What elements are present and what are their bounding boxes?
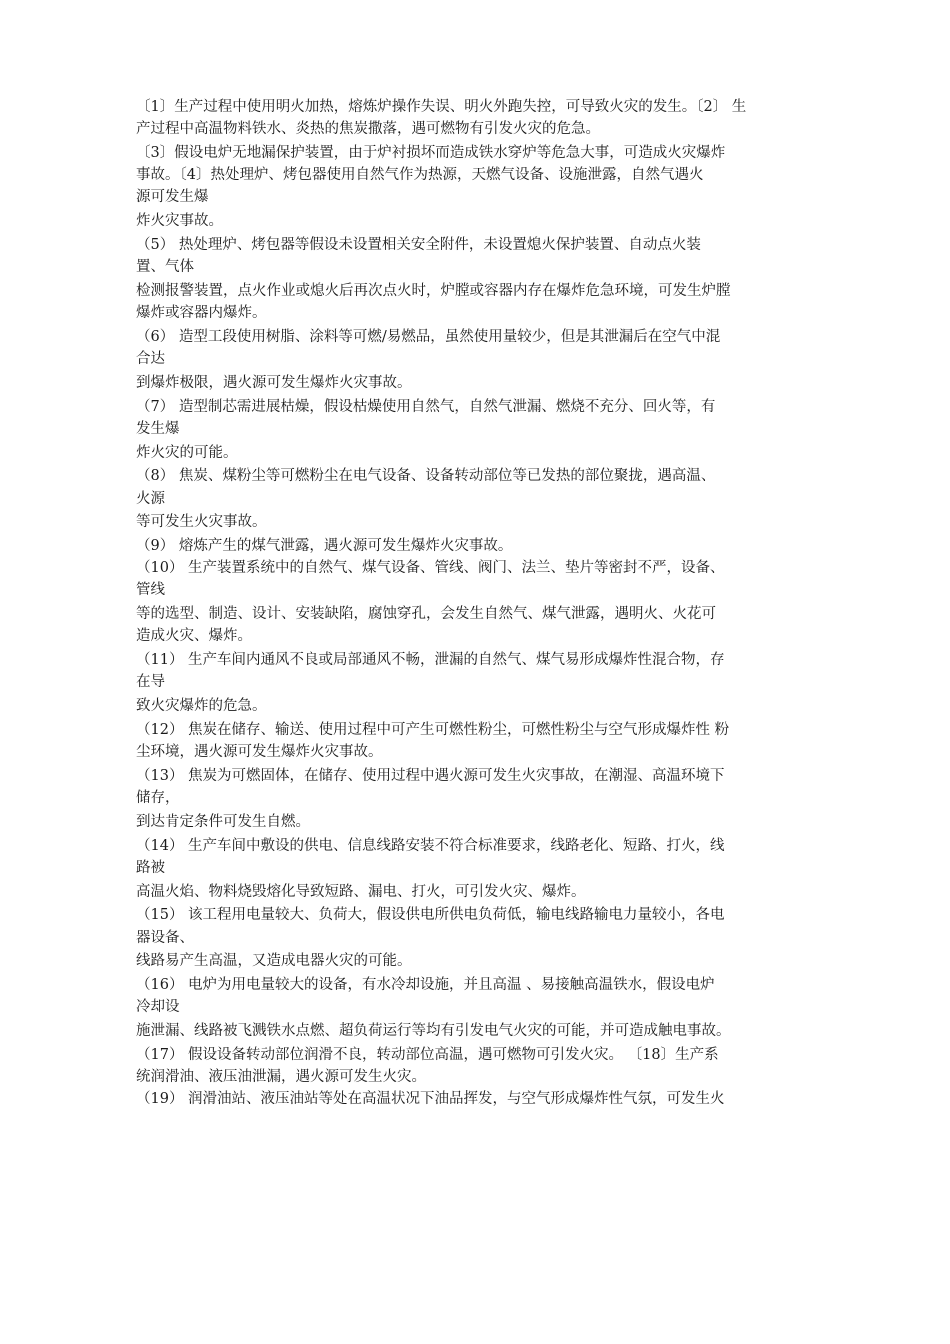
text-line: 致火灾爆炸的危急。 — [136, 698, 267, 715]
text-line: 等可发生火灾事故。 — [136, 514, 267, 531]
text-line: 储存， — [136, 790, 180, 807]
text-line: （6） 造型工段使用树脂、涂料等可燃/易燃品，虽然使用量较少，但是其泄漏后在空气中混 — [136, 328, 721, 345]
text-line: 冷却设 — [136, 999, 180, 1016]
text-line: （5） 热处理炉、烤包器等假设未设置相关安全附件，未设置熄火保护装置、自动点火装 — [136, 236, 701, 253]
text-line: 在导 — [136, 674, 165, 691]
text-line: 爆炸或容器内爆炸。 — [136, 305, 267, 322]
text-line: 统润滑油、液压油泄漏，遇火源可发生火灾。 — [136, 1069, 426, 1086]
text-line: 合达 — [136, 351, 165, 368]
text-line: 炸火灾的可能。 — [136, 444, 238, 461]
text-line: 到爆炸极限，遇火源可发生爆炸火灾事故。 — [136, 374, 412, 391]
text-line: （8） 焦炭、煤粉尘等可燃粉尘在电气设备、设备转动部位等已发热的部位聚拢，遇高温、 — [136, 468, 716, 485]
document-body — [136, 96, 826, 1111]
text-line: 施泄漏、线路被飞溅铁水点燃、超负荷运行等均有引发电气火灾的可能，并可造成触电事故。 — [136, 1023, 731, 1040]
text-line: 〔1〕生产过程中使用明火加热，熔炼炉操作失误、明火外跑失控，可导致火灾的发生。〔2〕 生 — [136, 99, 747, 115]
text-line: 检测报警装置，点火作业或熄火后再次点火时，炉膛或容器内存在爆炸危急环境，可发生炉膛 — [136, 282, 731, 299]
text-line: 尘环境，遇火源可发生爆炸火灾事故。 — [136, 744, 383, 761]
text-line: （9） 熔炼产生的煤气泄露，遇火源可发生爆炸火灾事故。 — [136, 538, 513, 555]
text-line: 器设备、 — [136, 929, 194, 946]
text-line: 置、气体 — [136, 259, 194, 276]
text-line: 炸火灾事故。 — [136, 213, 223, 230]
text-line: 路被 — [136, 859, 165, 876]
text-line: 事故。〔4〕热处理炉、烤包器使用自然气作为热源，天燃气设备、设施泄露，自然气遇火 — [136, 167, 704, 184]
text-line: 线路易产生高温，又造成电器火灾的可能。 — [136, 953, 412, 970]
text-line: （16） 电炉为用电量较大的设备，有水冷却设施，并且高温 、易接触高温铁水，假设电炉 — [136, 977, 715, 994]
text-line: 火源 — [136, 490, 165, 507]
text-line: 造成火灾、爆炸。 — [136, 628, 252, 645]
text-line: （10） 生产装置系统中的自然气、煤气设备、管线、阀门、法兰、垫片等密封不严，设备、 — [136, 560, 725, 577]
text-line: （12） 焦炭在储存、输送、使用过程中可产生可燃性粉尘，可燃性粉尘与空气形成爆炸性 粉 — [136, 721, 730, 738]
text-line: 源可发生爆 — [136, 189, 209, 206]
text-line: （17） 假设设备转动部位润滑不良，转动部位高温，遇可燃物可引发火灾。 〔18〕生产系 — [136, 1046, 719, 1063]
text-line: 〔3〕假设电炉无地漏保护装置，由于炉衬损坏而造成铁水穿炉等危急大事，可造成火灾爆炸 — [136, 144, 726, 161]
text-line: 发生爆 — [136, 420, 180, 437]
text-line: 产过程中高温物料铁水、炎热的焦炭撒落，遇可燃物有引发火灾的危急。 — [136, 121, 600, 138]
text-line: 高温火焰、物料烧毁熔化导致短路、漏电、打火，可引发火灾、爆炸。 — [136, 883, 586, 900]
text-line: （19） 润滑油站、液压油站等处在高温状况下油品挥发，与空气形成爆炸性气氛，可发生火 — [136, 1091, 725, 1108]
text-line: （15） 该工程用电量较大、负荷大，假设供电所供电负荷低，输电线路输电力量较小，各电 — [136, 907, 725, 924]
text-line: 等的选型、制造、设计、安装缺陷，腐蚀穿孔，会发生自然气、煤气泄露，遇明火、火花可 — [136, 606, 716, 623]
text-line: （14） 生产车间中敷设的供电、信息线路安装不符合标准要求，线路老化、短路、打火，线 — [136, 837, 725, 854]
text-line: （13） 焦炭为可燃固体，在储存、使用过程中遇火源可发生火灾事故，在潮湿、高温环境下 — [136, 767, 725, 784]
text-line: （11） 生产车间内通风不良或局部通风不畅，泄漏的自然气、煤气易形成爆炸性混合物，存 — [136, 652, 725, 669]
text-line: 到达肯定条件可发生自燃。 — [136, 813, 310, 830]
text-line: （7） 造型制芯需进展枯燥，假设枯燥使用自然气，自然气泄漏、燃烧不充分、回火等，有 — [136, 398, 716, 415]
text-line: 管线 — [136, 582, 165, 599]
